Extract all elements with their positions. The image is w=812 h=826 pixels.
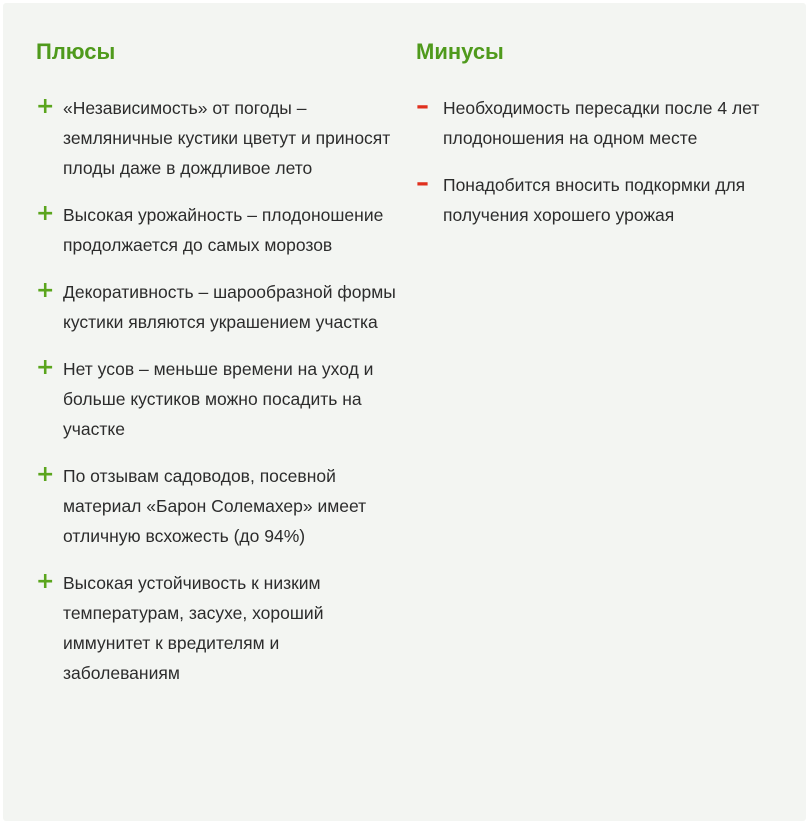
plus-icon: + xyxy=(36,569,55,594)
cons-item xyxy=(416,170,786,230)
pros-list xyxy=(36,93,396,705)
cons-item-text: Необходимость пересадки после 4 лет плодоношения на одном месте xyxy=(443,98,760,148)
pros-item xyxy=(36,277,396,337)
plus-icon: + xyxy=(36,355,55,380)
minus-icon: – xyxy=(416,91,429,121)
minus-icon: – xyxy=(416,168,429,198)
pros-cons-card xyxy=(3,3,806,821)
pros-item xyxy=(36,200,396,260)
pros-item xyxy=(36,461,396,551)
pros-item-text: «Независимость» от погоды – земляничные кустики цветут и приносят плоды даже в дождливое лето xyxy=(63,98,391,178)
cons-heading: Минусы xyxy=(416,39,504,64)
cons-list xyxy=(416,93,786,247)
plus-icon: + xyxy=(36,462,55,487)
pros-item-text: По отзывам садоводов, посевной материал «Барон Солемахер» имеет отличную всхожесть (до 94%) xyxy=(63,466,367,546)
plus-icon: + xyxy=(36,278,55,303)
plus-icon: + xyxy=(36,201,55,226)
pros-item-text: Нет усов – меньше времени на уход и больше кустиков можно посадить на участке xyxy=(63,359,374,439)
pros-heading: Плюсы xyxy=(36,39,116,64)
cons-item xyxy=(416,93,786,153)
plus-icon: + xyxy=(36,94,55,119)
pros-item xyxy=(36,568,396,688)
pros-item-text: Высокая урожайность – плодоношение продолжается до самых морозов xyxy=(63,205,384,255)
pros-item-text: Декоративность – шарообразной формы кустики являются украшением участка xyxy=(63,282,396,332)
pros-item xyxy=(36,354,396,444)
cons-item-text: Понадобится вносить подкормки для получения хорошего урожая xyxy=(443,175,746,225)
pros-item-text: Высокая устойчивость к низким температурам, засухе, хороший иммунитет к вредителям и заболеваниям xyxy=(63,573,324,683)
pros-item xyxy=(36,93,396,183)
